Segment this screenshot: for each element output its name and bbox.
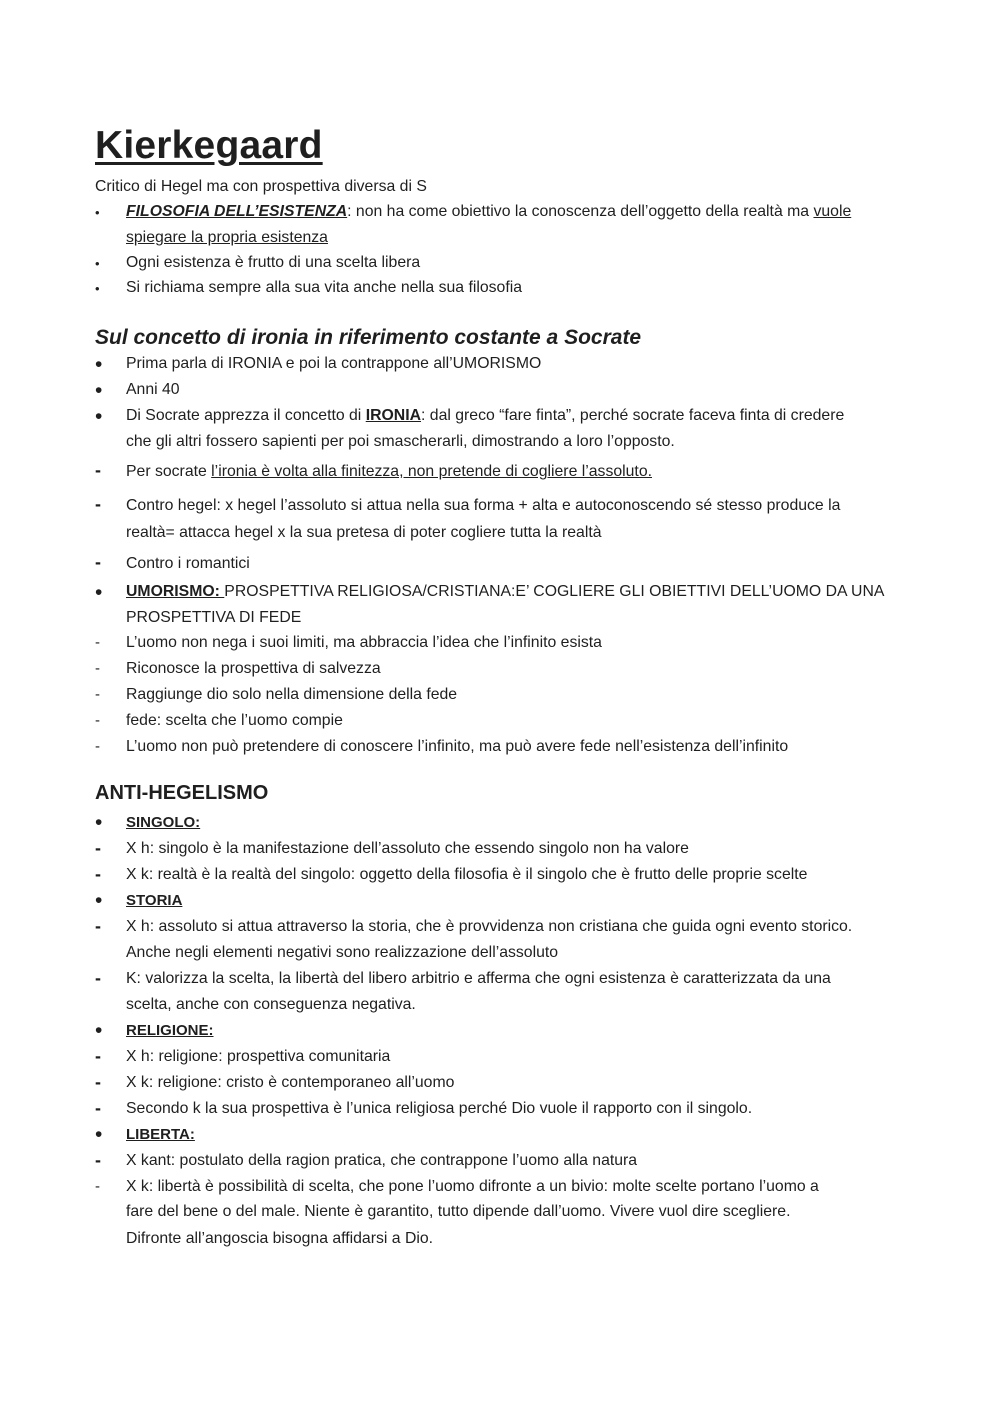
list-item-continuation: PROSPETTIVA DI FEDE — [126, 609, 302, 626]
list-item-continuation: Difronte all’angoscia bisogna affidarsi a Dio. — [126, 1230, 434, 1247]
subheading-singolo: SINGOLO: — [126, 814, 201, 831]
bullet-marker: • — [95, 379, 103, 402]
dash-marker: - — [95, 686, 100, 703]
underlined-text: l’ironia è volta alla finitezza, non pretende di cogliere l’assoluto. — [211, 463, 652, 480]
list-item: X k: libertà è possibilità di scelta, che pone l’uomo difronte a un bivio: molte scelte portano l’uomo a — [126, 1178, 819, 1195]
dash-marker: - — [95, 916, 101, 936]
list-item: X kant: postulato della ragion pratica, che contrappone l’uomo alla natura — [126, 1152, 638, 1169]
list-item: Raggiunge dio solo nella dimensione della fede — [126, 686, 458, 703]
list-item-continuation: realtà= attacca hegel x la sua pretesa di poter cogliere tutta la realtà — [126, 524, 602, 541]
list-item-continuation: scelta, anche con conseguenza negativa. — [126, 996, 416, 1013]
term-filosofia-esistenza: FILOSOFIA DELL’ESISTENZA — [126, 203, 348, 220]
page-title: Kierkegaard — [95, 124, 323, 167]
dash-marker: - — [95, 968, 101, 988]
list-item-continuation: Anche negli elementi negativi sono realizzazione dell’assoluto — [126, 944, 559, 961]
bullet-marker: • — [95, 1019, 103, 1042]
list-item: Secondo k la sua prospettiva è l’unica religiosa perché Dio vuole il rapporto con il singolo. — [126, 1100, 753, 1117]
list-item — [126, 463, 652, 481]
list-item: Contro i romantici — [126, 555, 250, 572]
bullet-marker: • — [95, 405, 103, 428]
list-item: Prima parla di IRONIA e poi la contrappone all’UMORISMO — [126, 355, 542, 372]
bullet-marker: • — [95, 205, 100, 220]
dash-marker: - — [95, 1098, 101, 1118]
dash-marker: - — [95, 634, 100, 651]
list-item — [126, 203, 851, 221]
dash-marker: - — [95, 712, 100, 729]
dash-marker: - — [95, 838, 101, 858]
term-ironia: IRONIA — [365, 407, 422, 424]
dash-marker: - — [95, 552, 101, 572]
dash-marker: - — [95, 494, 101, 514]
list-item-continuation: fare del bene o del male. Niente è garantito, tutto dipende dall’uomo. Vivere vuol dire scegliere. — [126, 1203, 791, 1220]
list-item-text: : non ha come obiettivo la conoscenza dell’oggetto della realtà ma — [347, 203, 814, 220]
list-item: fede: scelta che l’uomo compie — [126, 712, 343, 729]
section-heading-ironia: Sul concetto di ironia in riferimento costante a Socrate — [95, 326, 642, 349]
list-item: Anni 40 — [126, 381, 180, 398]
list-item: X k: realtà è la realtà del singolo: oggetto della filosofia è il singolo che è frutto delle proprie scelte — [126, 866, 808, 883]
underlined-text: spiegare la propria esistenza — [126, 229, 328, 246]
dash-marker: - — [95, 1072, 101, 1092]
list-item-text: Per socrate — [126, 463, 212, 480]
list-item: Contro hegel: x hegel l’assoluto si attua nella sua forma + alta e autoconoscendo sé stesso produce la — [126, 497, 841, 514]
list-item: Si richiama sempre alla sua vita anche nella sua filosofia — [126, 279, 523, 296]
dash-marker: - — [95, 738, 100, 755]
dash-marker: - — [95, 1150, 101, 1170]
bullet-marker: • — [95, 281, 100, 296]
list-item-text: : dal greco “fare finta”, perché socrate faceva finta di credere — [421, 407, 845, 424]
term-umorismo: UMORISMO: — [126, 583, 225, 600]
dash-marker: - — [95, 1178, 100, 1195]
dash-marker: - — [95, 460, 101, 480]
list-item: L’uomo non può pretendere di conoscere l’infinito, ma può avere fede nell’esistenza dell’infinito — [126, 738, 789, 755]
subheading-religione: RELIGIONE: — [126, 1022, 214, 1039]
list-item — [126, 407, 844, 425]
list-item — [126, 583, 884, 601]
list-item: X k: religione: cristo è contemporaneo all’uomo — [126, 1074, 455, 1091]
subheading-storia: STORIA — [126, 892, 183, 909]
dash-marker: - — [95, 864, 101, 884]
list-item-text: PROSPETTIVA RELIGIOSA/CRISTIANA:E’ COGLIERE GLI OBIETTIVI DELL’UOMO DA UNA — [224, 583, 885, 600]
intro-text: Critico di Hegel ma con prospettiva diversa di S — [95, 178, 427, 195]
bullet-marker: • — [95, 811, 103, 834]
bullet-marker: • — [95, 889, 103, 912]
list-item-continuation: che gli altri fossero sapienti per poi smascherarli, dimostrando a loro l’opposto. — [126, 433, 675, 450]
list-item: K: valorizza la scelta, la libertà del libero arbitrio e afferma che ogni esistenza è caratterizzata da una — [126, 970, 831, 987]
list-item: Riconosce la prospettiva di salvezza — [126, 660, 381, 677]
dash-marker: - — [95, 1046, 101, 1066]
bullet-marker: • — [95, 256, 100, 271]
bullet-marker: • — [95, 353, 103, 376]
bullet-marker: • — [95, 581, 103, 604]
subheading-liberta: LIBERTA: — [126, 1126, 195, 1143]
section-heading-anti-hegelismo: ANTI-HEGELISMO — [95, 782, 269, 804]
list-item: X h: assoluto si attua attraverso la storia, che è provvidenza non cristiana che guida ogni evento storico. — [126, 918, 853, 935]
list-item: X h: singolo è la manifestazione dell’assoluto che essendo singolo non ha valore — [126, 840, 689, 857]
list-item-text: Di Socrate apprezza il concetto di — [126, 407, 366, 424]
underlined-text: vuole — [813, 203, 852, 220]
bullet-marker: • — [95, 1123, 103, 1146]
dash-marker: - — [95, 660, 100, 677]
list-item: Ogni esistenza è frutto di una scelta libera — [126, 254, 421, 271]
list-item: L’uomo non nega i suoi limiti, ma abbraccia l’idea che l’infinito esista — [126, 634, 602, 651]
list-item: X h: religione: prospettiva comunitaria — [126, 1048, 391, 1065]
